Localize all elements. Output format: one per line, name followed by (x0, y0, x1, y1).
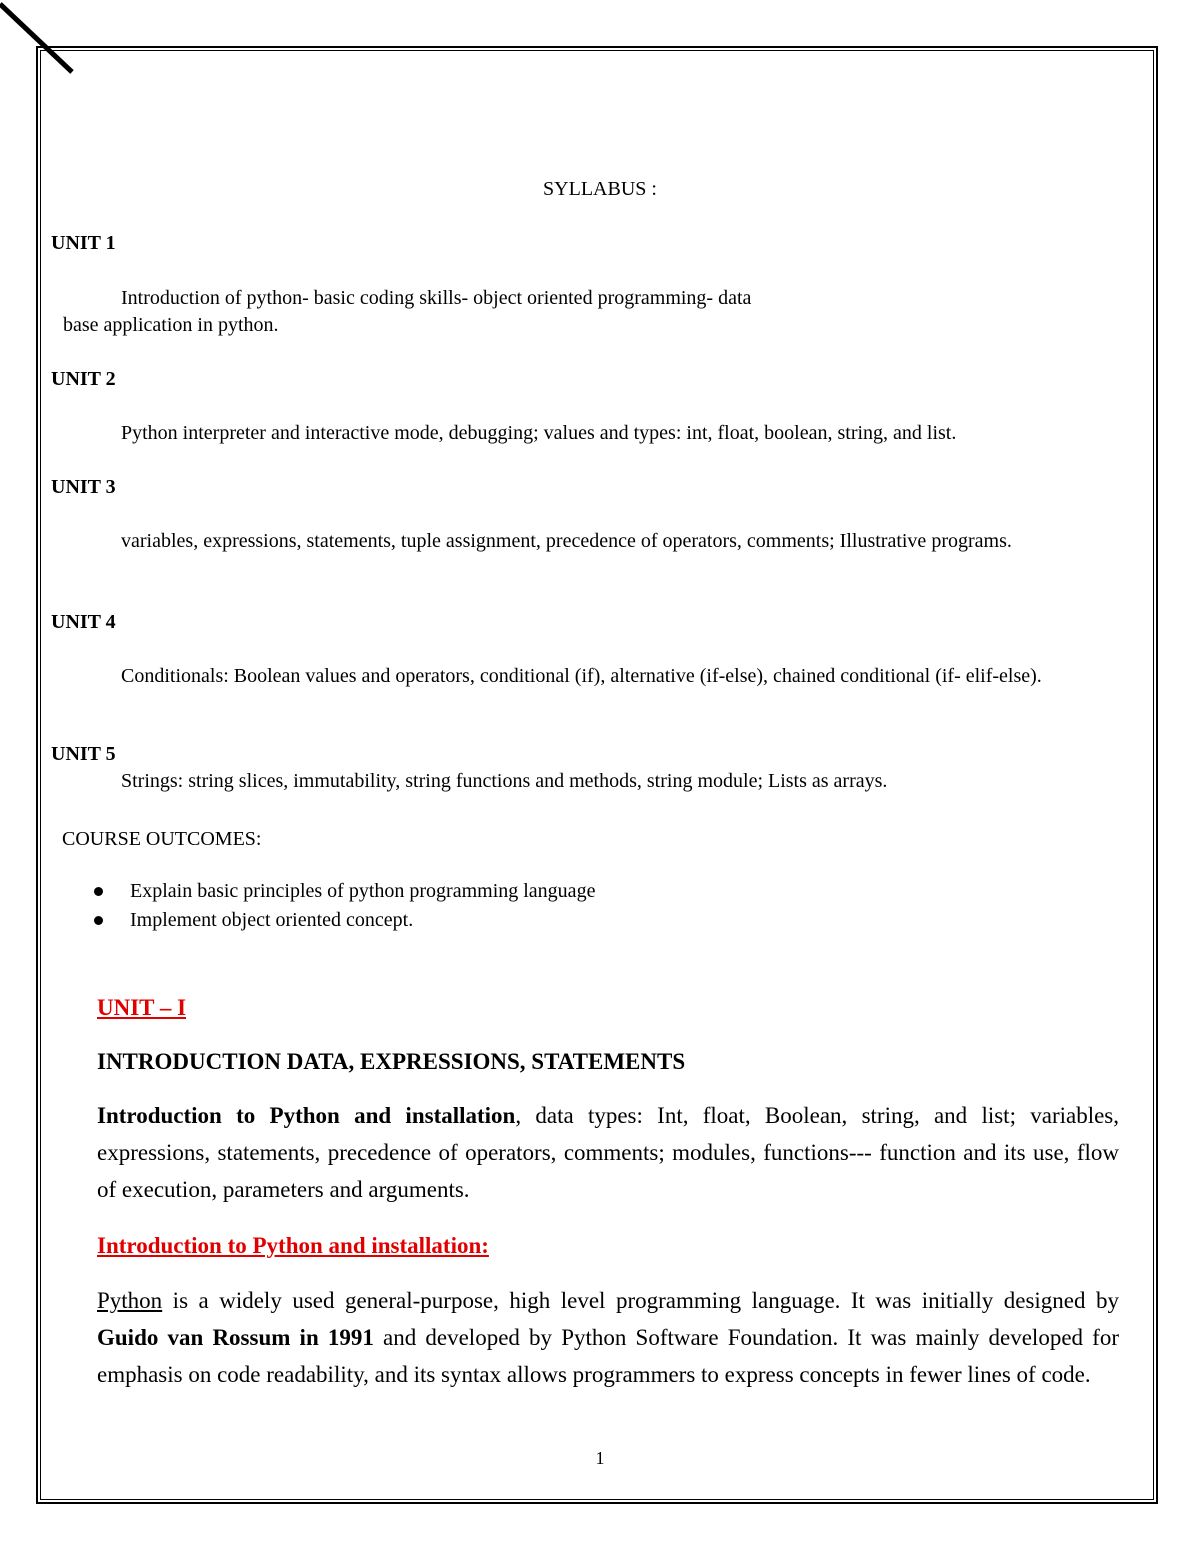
unit-2-text: Python interpreter and interactive mode, debugging; values and types: int, float, boolean, string, and list. (121, 422, 957, 444)
unit-1-heading: UNIT 1 (51, 232, 116, 254)
unit-3-heading: UNIT 3 (51, 476, 116, 498)
guido-bold-phrase: Guido van Rossum in 1991 (97, 1325, 374, 1350)
unit-4-text: Conditionals: Boolean values and operators, conditional (if), alternative (if-else), chained conditional (if- elif-else). (121, 665, 1042, 687)
unit-2-heading: UNIT 2 (51, 368, 116, 390)
page-number: 1 (595, 1448, 605, 1468)
unit-3-text: variables, expressions, statements, tuple assignment, precedence of operators, comments; Illustrative programs. (121, 530, 1012, 552)
unit-i-heading: UNIT – I (97, 995, 187, 1020)
python-intro-paragraph: Python is a widely used general-purpose, high level programming language. It was initially designed by Guido van Rossum in 1991 and developed by Python Software Foundation. It was mainly developed for emphasis on code readability, and its syntax allows programmers to express concepts in fewer lines of code. (97, 1288, 1119, 1387)
unit-i-intro-paragraph: Introduction to Python and installation, data types: Int, float, Boolean, string, and list; variables, expressions, statements, precedence of operators, comments; modules, functions--- function and its use, flow of execution, parameters and arguments. (97, 1103, 1119, 1202)
python-underlined-word: Python (97, 1288, 163, 1313)
unit-4-heading: UNIT 4 (51, 611, 116, 633)
course-outcomes-list (94, 877, 595, 935)
unit-1-text-line1: Introduction of python- basic coding skills- object oriented programming- data (121, 287, 752, 309)
unit-1-text-line2: base application in python. (63, 314, 279, 336)
section-heading-installation: Introduction to Python and installation: (97, 1233, 489, 1258)
course-outcomes-heading: COURSE OUTCOMES: (62, 828, 262, 850)
intro-bold-phrase: Introduction to Python and installation (97, 1103, 516, 1128)
unit-5-heading: UNIT 5 (51, 743, 116, 765)
syllabus-title: SYLLABUS : (543, 178, 657, 200)
list-item: Implement object oriented concept. (94, 906, 595, 935)
list-item: Explain basic principles of python programming language (94, 877, 595, 906)
unit-5-text: Strings: string slices, immutability, string functions and methods, string module; Lists as arrays. (121, 770, 888, 792)
unit-i-subheading: INTRODUCTION DATA, EXPRESSIONS, STATEMENTS (97, 1049, 686, 1074)
bullet-icon (94, 916, 103, 925)
bullet-icon (94, 887, 103, 896)
